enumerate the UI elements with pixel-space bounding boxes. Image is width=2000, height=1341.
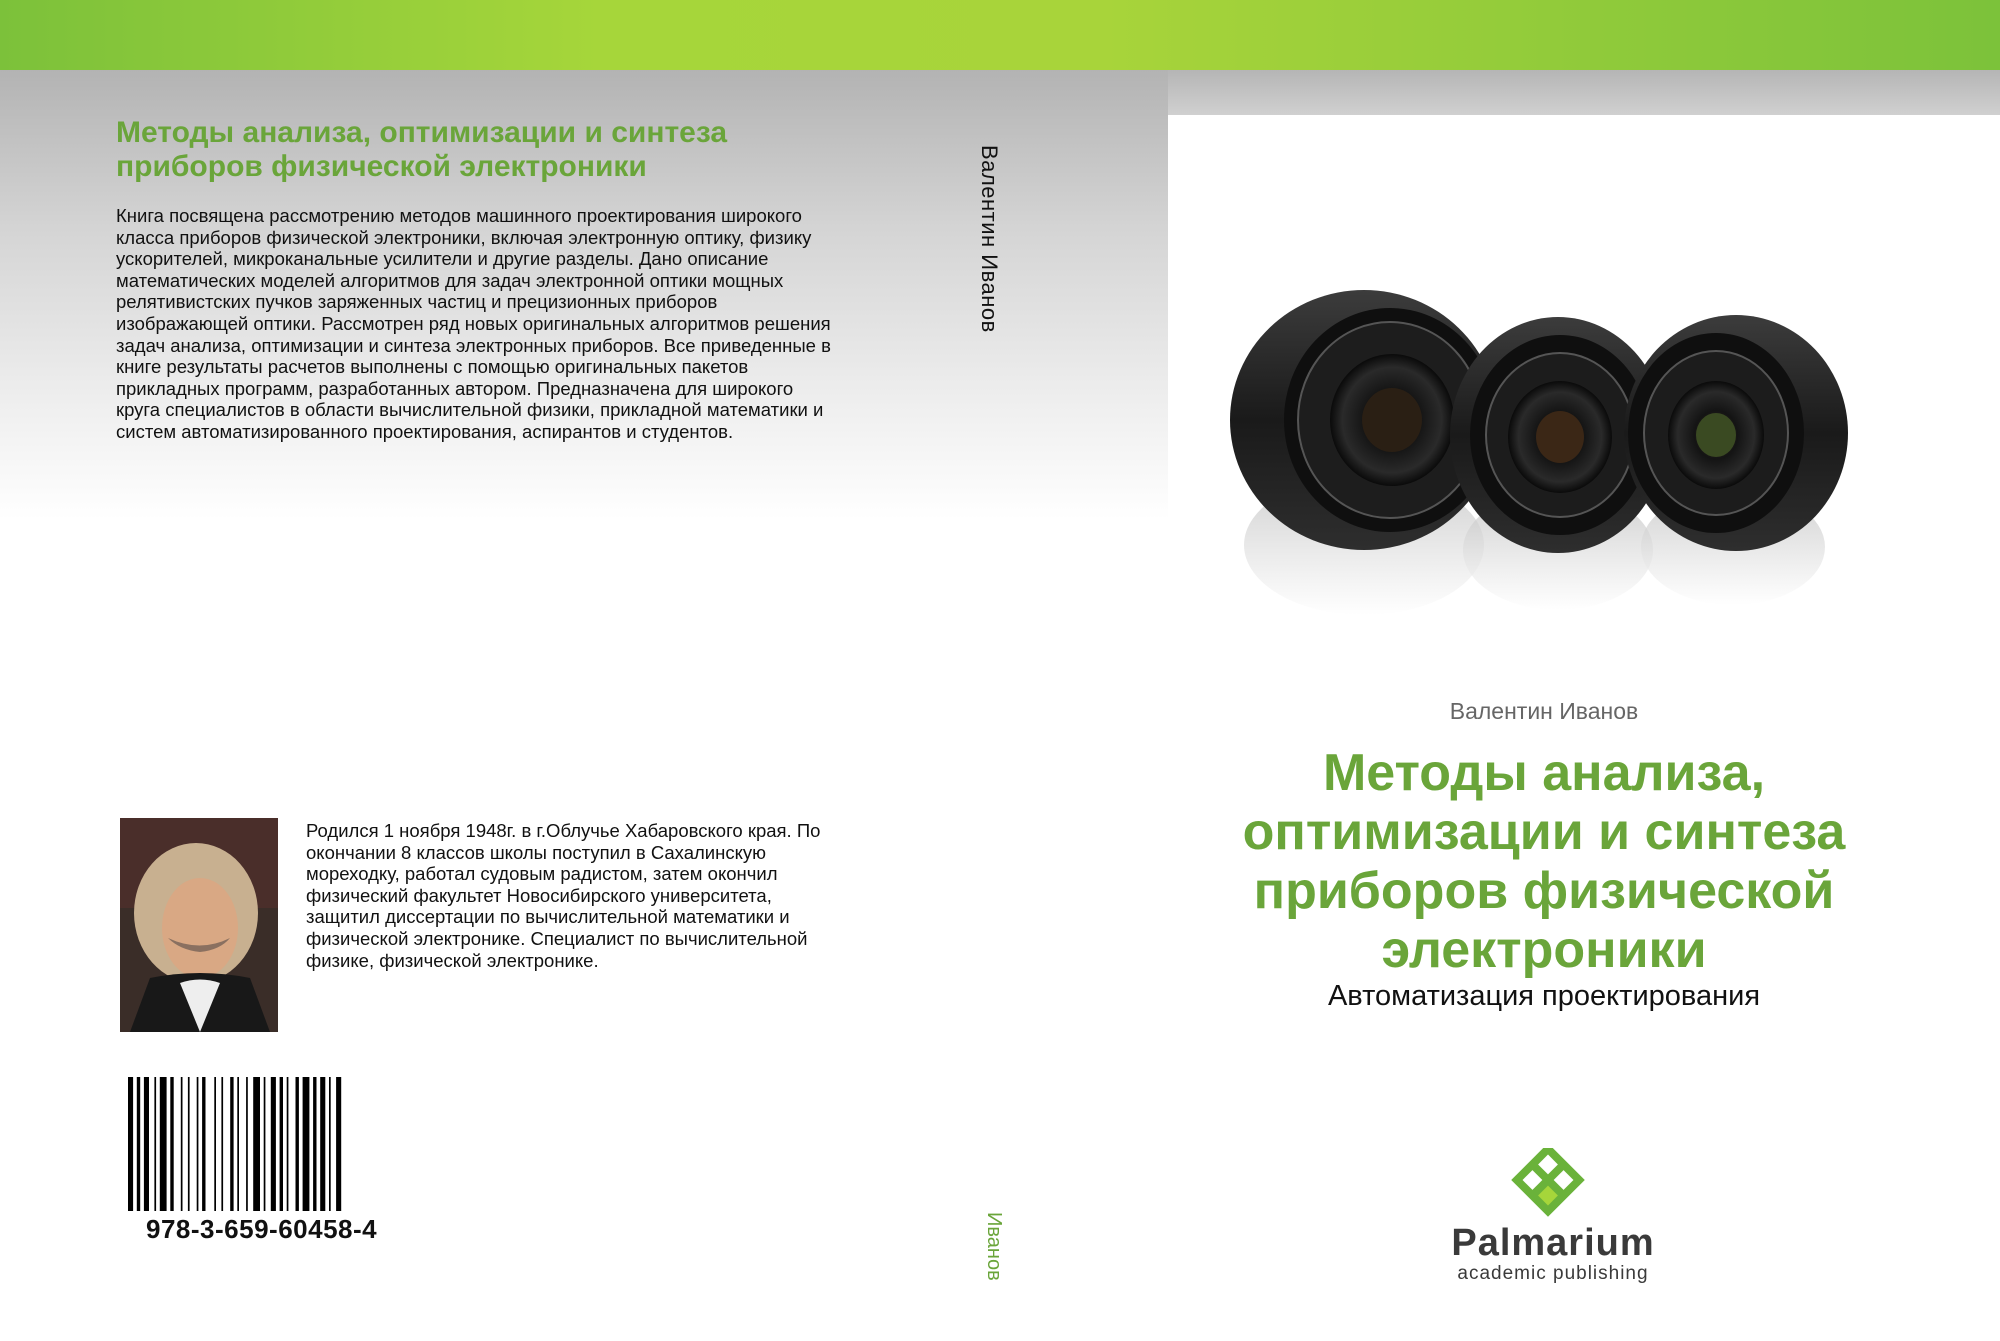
front-title: Методы анализа, оптимизации и синтеза приборов физической электроники <box>1242 744 1846 979</box>
top-green-band <box>0 0 2000 70</box>
spine-author-short: Иванов <box>983 1212 1005 1281</box>
camera-lenses-image <box>1168 115 1920 637</box>
spine-author: Валентин Иванов <box>977 145 1002 333</box>
publisher-logo <box>1438 1148 1668 1284</box>
publisher-name: Palmarium <box>1451 1222 1655 1264</box>
barcode <box>124 1075 384 1215</box>
palmarium-leaf-logo <box>1438 1148 1668 1218</box>
author-portrait <box>120 818 278 1032</box>
back-title: Методы анализа, оптимизации и синтеза приборов физической электроники <box>116 116 728 183</box>
isbn-number: 978-3-659-60458-4 <box>146 1214 378 1244</box>
back-description: Книга посвящена рассмотрению методов машинного проектирования широкого класса приборов физической электроники, включая электронную оптику, физику ускорителей, микроканальные усилители и другие разделы. Дано описание математических моделей алгоритмов для задач электронной оптики мощных релятивистских пучков заряженных частиц и прецизионных приборов изображающей оптики. Рассмотрен ряд новых оригинальных алгоритмов решения задач анализа, оптимизации и синтеза электронных приборов. Все приведенные в книге результаты расчетов выполнены с помощью оригинальных пакетов прикладных программ, разработанных автором. Предназначена для широкого круга специалистов в области вычислительной физики, прикладной математики и систем автоматизированного проектирования, аспирантов и студентов. <box>116 205 831 442</box>
author-bio: Родился 1 ноября 1948г. в г.Облучье Хабаровского края. По окончании 8 классов школы поступил в Сахалинскую мореходку, работал судовым радистом, затем окончил физический факультет Новосибирского университета, защитил диссертации по вычислительной математики и физической электронике. Специалист по вычислительной физике, физической электронике. <box>306 820 821 971</box>
front-author: Валентин Иванов <box>1449 698 1639 724</box>
front-cover-gradient <box>1168 70 2000 115</box>
publisher-tagline: academic publishing <box>1457 1263 1649 1284</box>
front-subtitle: Автоматизация проектирования <box>1327 980 1761 1012</box>
